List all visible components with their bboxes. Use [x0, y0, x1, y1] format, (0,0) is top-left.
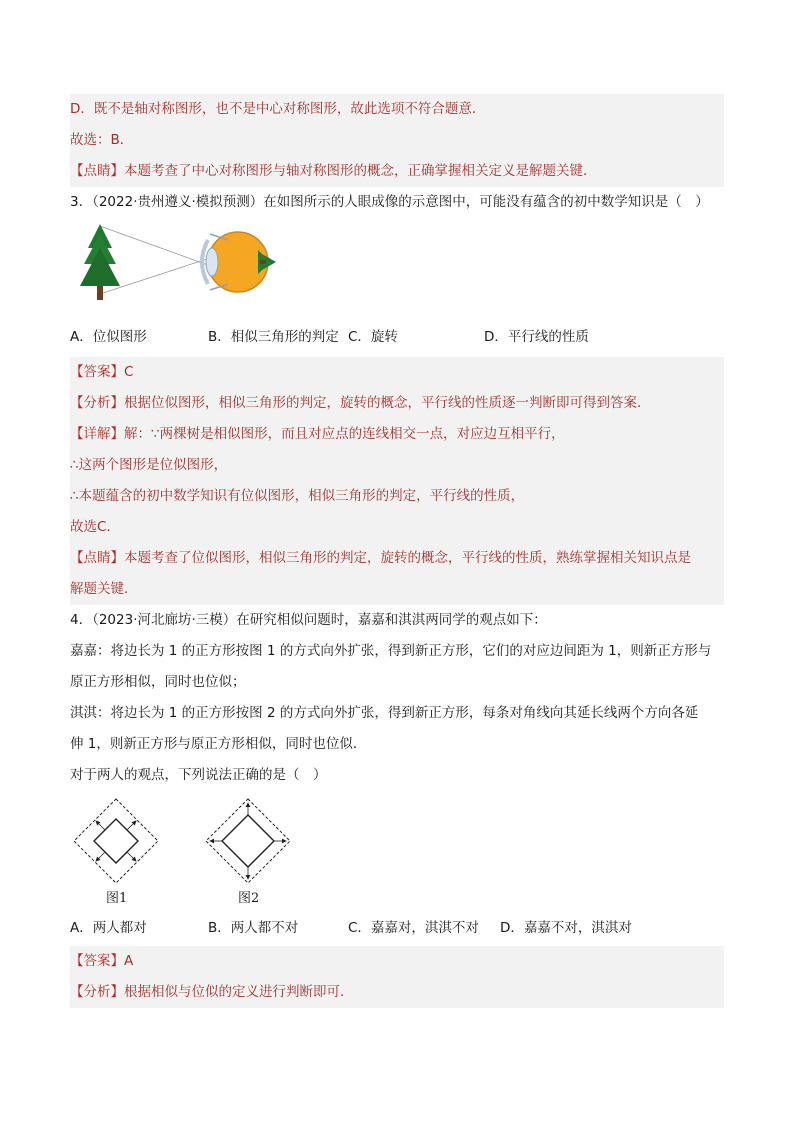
q4-jiajia-2: 原正方形相似，同时也位似； — [70, 674, 246, 690]
analysis-text: 根据位似图形，相似三角形的判定，旋转的概念，平行线的性质逐一判断即可得到答案． — [124, 395, 651, 411]
q4-answer — [70, 946, 724, 977]
prev-option-d-analysis: D．既不是轴对称图形，也不是中心对称图形，故此选项不符合题意． — [70, 94, 724, 125]
q3-choice: 故选C． — [70, 512, 724, 543]
detail-tag: 【详解】 — [70, 426, 124, 442]
q3-analysis — [70, 388, 724, 419]
q3-eye-figure — [70, 218, 724, 322]
answer-tag: 【答案】 — [70, 953, 124, 969]
answer-tag: 【答案】 — [70, 364, 124, 380]
q4-jiajia-1: 嘉嘉：将边长为 1 的正方形按图 1 的方式向外扩张，得到新正方形，它们的对应边间距为 1，则新正方形与 — [70, 643, 712, 659]
q3-dianjing-1 — [70, 543, 724, 574]
q4-option-a[interactable]: A．两人都对 — [70, 920, 147, 936]
dianjing-tag: 【点睛】 — [70, 550, 124, 566]
prev-choice: 故选：B． — [70, 125, 724, 156]
square-expansion-diagrams — [70, 795, 310, 895]
q4-qiqi-2: 伸 1，则新正方形与原正方形相似，同时也位似． — [70, 736, 367, 752]
page-content — [70, 94, 724, 1008]
q3-option-c[interactable]: C．旋转 — [348, 329, 398, 345]
q3-dianjing-2: 解题关键． — [70, 574, 724, 605]
q4-option-d[interactable]: D．嘉嘉不对，淇淇对 — [500, 920, 632, 936]
q3-option-a[interactable]: A．位似图形 — [70, 329, 147, 345]
tree-icon — [80, 224, 120, 300]
q3-stem: 3．（2022·贵州遵义·模拟预测）在如图所示的人眼成像的示意图中，可能没有蕴含的初中数学知识是（ ） — [70, 194, 709, 210]
q4-options — [70, 913, 724, 944]
q3-option-b[interactable]: B．相似三角形的判定 — [208, 329, 339, 345]
q4-figures — [70, 791, 724, 913]
eye-imaging-diagram — [70, 220, 290, 320]
q3-detail-1 — [70, 419, 724, 450]
prev-dianjing — [70, 156, 724, 187]
figure-2-diagram — [206, 799, 290, 883]
q4-option-b[interactable]: B．两人都不对 — [208, 920, 299, 936]
figure-1-caption: 图1 — [106, 891, 128, 906]
q3-answer — [70, 357, 724, 388]
q3-option-d[interactable]: D．平行线的性质 — [484, 329, 589, 345]
dianjing-text: 本题考查了位似图形，相似三角形的判定，旋转的概念，平行线的性质，熟练掌握相关知识点是 — [124, 550, 691, 566]
q3-detail-2: ∴这两个图形是位似图形， — [70, 450, 724, 481]
q4-stem: 4．（2023·河北廊坊·三模）在研究相似问题时，嘉嘉和淇淇两同学的观点如下： — [70, 612, 547, 628]
figure-2-caption: 图2 — [238, 891, 260, 906]
analysis-tag: 【分析】 — [70, 395, 124, 411]
answer-value: C — [124, 364, 134, 380]
detail-text: 解：∵两棵树是相似图形，而且对应点的连线相交一点，对应边互相平行， — [124, 426, 565, 442]
analysis-tag: 【分析】 — [70, 984, 124, 1000]
q4-qiqi-1: 淇淇：将边长为 1 的正方形按图 2 的方式向外扩张，得到新正方形，每条对角线向其延长线两个方向各延 — [70, 705, 699, 721]
q3-options — [70, 322, 724, 353]
analysis-text: 根据相似与位似的定义进行判断即可． — [124, 984, 354, 1000]
q4-option-c[interactable]: C．嘉嘉对，淇淇不对 — [348, 920, 479, 936]
answer-value: A — [124, 953, 134, 969]
dianjing-tag: 【点睛】 — [70, 163, 124, 179]
q3-detail-3: ∴本题蕴含的初中数学知识有位似图形，相似三角形的判定，平行线的性质， — [70, 481, 724, 512]
q4-question: 对于两人的观点，下列说法正确的是（ ） — [70, 767, 327, 783]
figure-1-diagram — [74, 799, 158, 883]
dianjing-text: 本题考查了中心对称图形与轴对称图形的概念，正确掌握相关定义是解题关键． — [124, 163, 597, 179]
ray-bottom — [100, 256, 216, 294]
q4-analysis — [70, 977, 724, 1008]
